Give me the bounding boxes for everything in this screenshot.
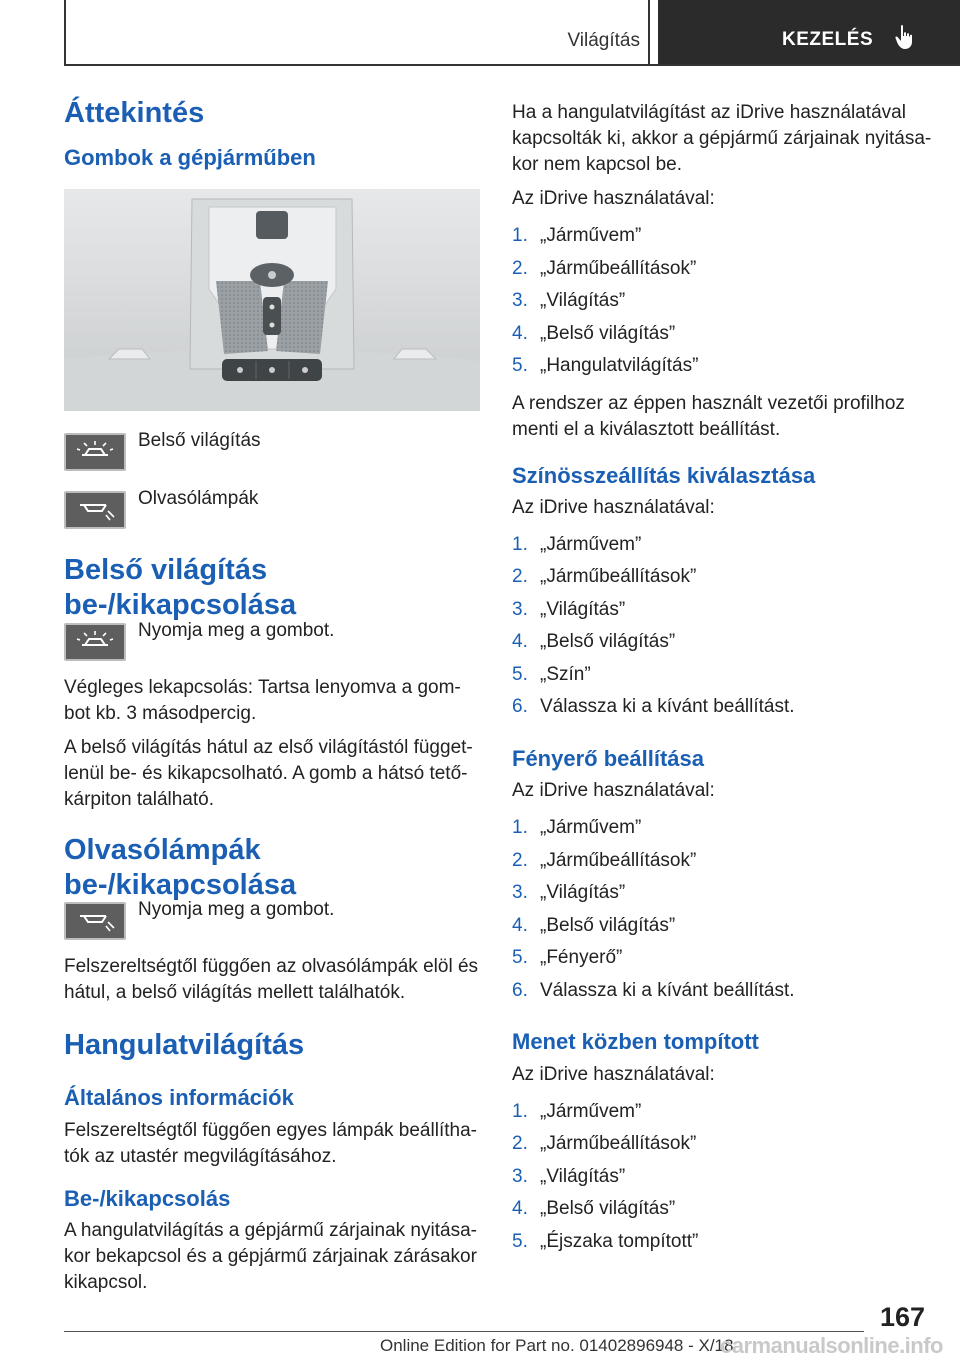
legend-interior-light [64,430,480,471]
interior-light-button-icon [64,433,126,471]
reading-light-paragraph: Felszereltségtől függően az olvasólámpák elöl és hátul, a belső világítás mellett találhatók. [64,956,479,1004]
press-button-text: Nyomja meg a gombot. [138,899,335,921]
reading-light-button-icon [64,491,126,529]
general-info-paragraph: Felszereltségtől függően egyes lámpák beállítha-tók az utastér megvilágításához. [64,1119,477,1167]
reading-press-row [64,899,480,940]
buttons-subtitle: Gombok a gépjárműben [64,144,316,170]
car-ceiling-light-panel-photo [64,189,480,411]
steps-list-1 [512,220,932,383]
idrive-intro-1: Az iDrive használatával: [512,188,715,209]
dimmed-driving-heading: Menet közben tompított [512,1029,759,1055]
color-scheme-heading: Színösszeállítás kiválasztása [512,462,816,488]
ambient-light-heading: Hangulatvilágítás [64,1029,305,1062]
list-item: 4. „Belső világítás” [512,1198,676,1220]
list-item: 5. „Éjszaka tompított” [512,1230,699,1252]
list-item: 3. „Világítás” [512,882,626,904]
right-column [512,100,932,1266]
steps-list-2 [512,529,932,724]
list-item: 4. „Belső világítás” [512,914,676,936]
list-item: 5. „Fényerő” [512,947,623,969]
list-item: 1. „Járművem” [512,533,642,555]
press-button-text: Nyomja meg a gombot. [138,619,335,641]
idrive-intro-2: Az iDrive használatával: [512,496,715,518]
list-item: 1. „Járművem” [512,225,642,246]
general-info-heading: Általános információk [64,1085,294,1111]
header-rule [64,64,960,66]
list-item: 6. Válassza ki a kívánt beállítást. [512,979,795,1001]
header-section-title: Világítás [567,30,640,51]
profile-paragraph: A rendszer az éppen használt vezetői profilhoz menti el a kiválasztott beállítást. [512,392,905,440]
edition-text: Online Edition for Part no. 01402896948 - X/18 [380,1336,734,1355]
list-item: 3. „Világítás” [512,290,626,311]
header-divider [648,0,650,66]
list-item: 2. „Járműbeállítások” [512,1133,697,1155]
idrive-intro-4: Az iDrive használatával: [512,1063,715,1085]
steps-list-3 [512,812,932,1007]
onoff-paragraph: A hangulatvilágítás a gépjármű zárjainak nyitása-kor bekapcsol és a gépjármű zárjainak zárásakor kikapcsol. [64,1219,477,1293]
legend-reading-label: Olvasólámpák [138,488,259,510]
steps-list-4 [512,1096,932,1259]
list-item: 1. „Járművem” [512,1100,642,1122]
legend-interior-label: Belső világítás [138,430,261,452]
reading-light-button-icon [64,902,126,940]
list-item: 5. „Hangulatvilágítás” [512,355,699,376]
overview-title: Áttekintés [64,97,205,129]
page-number: 167 [880,1302,926,1332]
footer-rule [64,1331,864,1332]
brightness-heading: Fényerő beállítása [512,745,704,771]
list-item: 1. „Járművem” [512,817,642,839]
list-item: 4. „Belső világítás” [512,631,676,653]
interior-light-heading: Belső világítás be-/kikapcsolása [64,554,297,621]
list-item: 2. „Járműbeállítások” [512,257,697,279]
rear-light-paragraph: A belső világítás hátul az első világítástól függet-lenül be- és kikapcsolható. A gomb a hátsó tető-kárpiton található. [64,736,473,810]
hand-pointer-icon [894,24,918,55]
list-item: 4. „Belső világítás” [512,322,676,344]
idrive-off-paragraph: Ha a hangulatvilágítást az iDrive használatával kapcsolták ki, akkor a gépjármű zárjainak nyitása-kor nem kapcsol be. [512,102,932,175]
reading-light-heading: Olvasólámpák be-/kikapcsolása [64,833,297,901]
list-item: 6. Válassza ki a kívánt beállítást. [512,696,795,718]
list-item: 3. „Világítás” [512,598,626,620]
legend-reading-light [64,488,480,529]
chapter-tab-label: KEZELÉS [782,29,874,50]
onoff-heading: Be-/kikapcsolás [64,1185,231,1211]
list-item: 2. „Járműbeállítások” [512,849,697,871]
list-item: 3. „Világítás” [512,1165,626,1187]
header-left-rule [64,0,66,66]
list-item: 5. „Szín” [512,663,591,685]
idrive-intro-3: Az iDrive használatával: [512,780,715,802]
watermark-logo: carmanualsonline.info [720,1333,943,1358]
list-item: 2. „Járműbeállítások” [512,566,697,588]
final-off-paragraph: Végleges lekapcsolás: Tartsa lenyomva a gom-bot kb. 3 másodpercig. [64,676,461,724]
left-column [64,96,480,1304]
interior-press-row [64,619,480,661]
header-chapter-tab [658,0,960,64]
interior-light-button-icon [64,623,126,661]
